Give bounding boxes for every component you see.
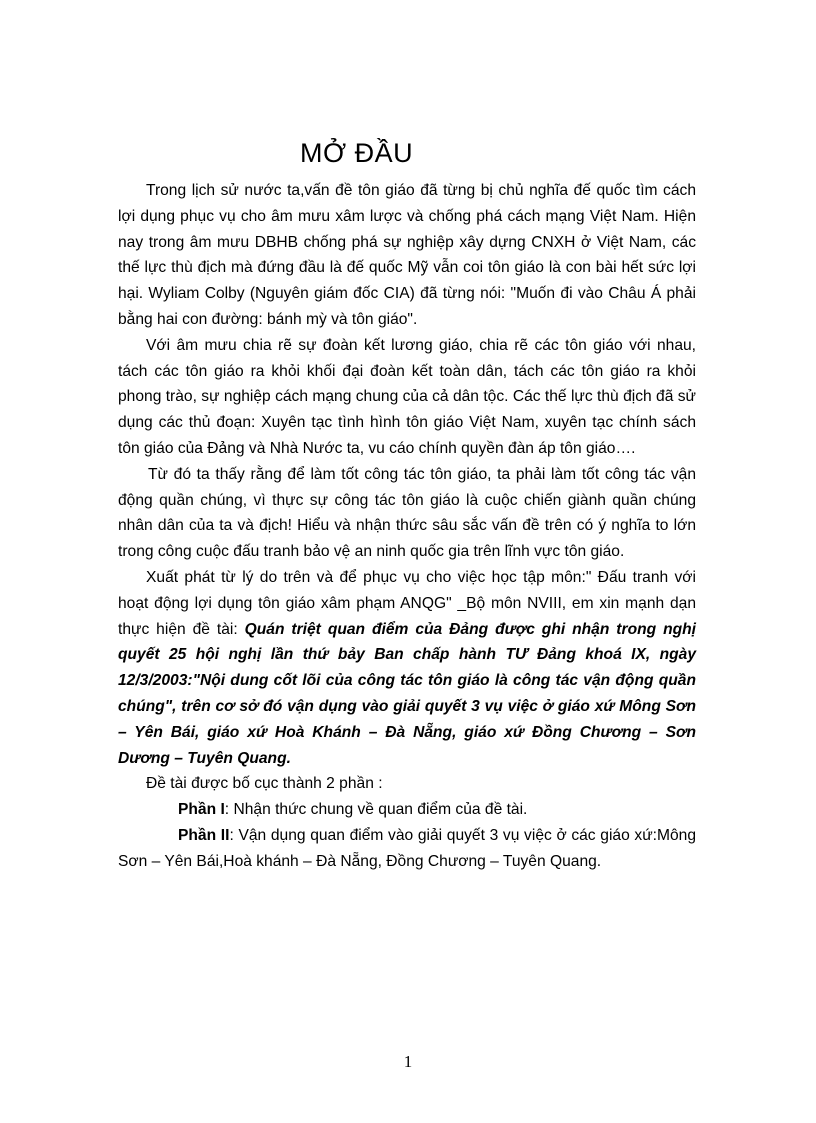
paragraph-1: Trong lịch sử nước ta,vấn đề tôn giáo đã từng bị chủ nghĩa đế quốc tìm cách lợi dụng phục vụ cho âm mưu xâm lược và chống phá cách mạng Việt Nam. Hiện nay trong âm mưu DBHB chống phá sự nghiệp xây dựng CNXH ở Việt Nam, các thế lực thù địch mà đứng đầu là đế quốc Mỹ vẫn coi tôn giáo là con bài hết sức lợi hại. Wyliam Colby (Nguyên giám đốc CIA) đã từng nói: "Muốn đi vào Châu Á phải bằng hai con đường: bánh mỳ và tôn giáo". <box>118 182 696 328</box>
topic-intro: Xuất phát từ lý do trên và để phục vụ cho việc học tập môn:" Đấu tranh với hoạt động lợi dụng tôn giáo xâm phạm ANQG" _Bộ môn NVIII, em xin mạnh dạn thực hiện đề tài: <box>118 568 696 638</box>
page-title: MỞ ĐẦU <box>300 138 414 168</box>
paragraph-2: Với âm mưu chia rẽ sự đoàn kết lương giáo, chia rẽ các tôn giáo với nhau, tách các tôn giáo ra khỏi khối đại đoàn kết toàn dân, tách các tôn giáo ra khỏi phong trào, sự nghiệp cách mạng chung của cả dân tộc. Các thế lực thù địch đã sử dụng các thủ đoạn: Xuyên tạc tình hình tôn giáo Việt Nam, xuyên tạc chính sách tôn giáo của Đảng và Nhà Nước ta, vu cáo chính quyền đàn áp tôn giáo…. <box>118 336 696 457</box>
paragraph-3: Từ đó ta thấy rằng để làm tốt công tác tôn giáo, ta phải làm tốt công tác vận động quần chúng, vì thực sự công tác tôn giáo là cuộc chiến giành quần chúng nhân dân của ta và địch! Hiểu và nhận thức sâu sắc vấn đề trên có ý nghĩa to lớn trong công cuộc đấu tranh bảo vệ an ninh quốc gia trên lĩnh vực tôn giáo. <box>118 465 696 561</box>
part-1-text: : Nhận thức chung về quan điểm của đề tài. <box>224 801 528 819</box>
page-number: 1 <box>403 1052 413 1071</box>
part-2 <box>118 823 696 875</box>
part-2-text: : Vận dụng quan điểm vào giải quyết 3 vụ việc ở các giáo xứ:Mông Sơn – Yên Bái,Hoà khánh – Đà Nẵng, Đồng Chương – Tuyên Quang. <box>118 826 696 870</box>
topic-title: Quán triệt quan điểm của Đảng được ghi nhận trong nghị quyết 25 hội nghị lần thứ bảy Ban chấp hành TƯ Đảng khoá IX, ngày 12/3/2003:"Nội dung cốt lõi của công tác tôn giáo là công tác vận động quần chúng", trên cơ sở đó vận dụng vào giải quyết 3 vụ việc ở giáo xứ Mông Sơn – Yên Bái, giáo xứ Hoà Khánh – Đà Nẵng, giáo xứ Đồng Chương – Sơn Dương – Tuyên Quang. <box>118 620 696 767</box>
part-1 <box>118 797 696 823</box>
part-1-label: Phần I <box>178 801 225 819</box>
body-text <box>118 178 696 875</box>
structure-line: Đề tài được bố cục thành 2 phần : <box>146 775 383 793</box>
paragraph-topic <box>118 565 696 771</box>
part-2-label: Phần II <box>178 826 230 844</box>
